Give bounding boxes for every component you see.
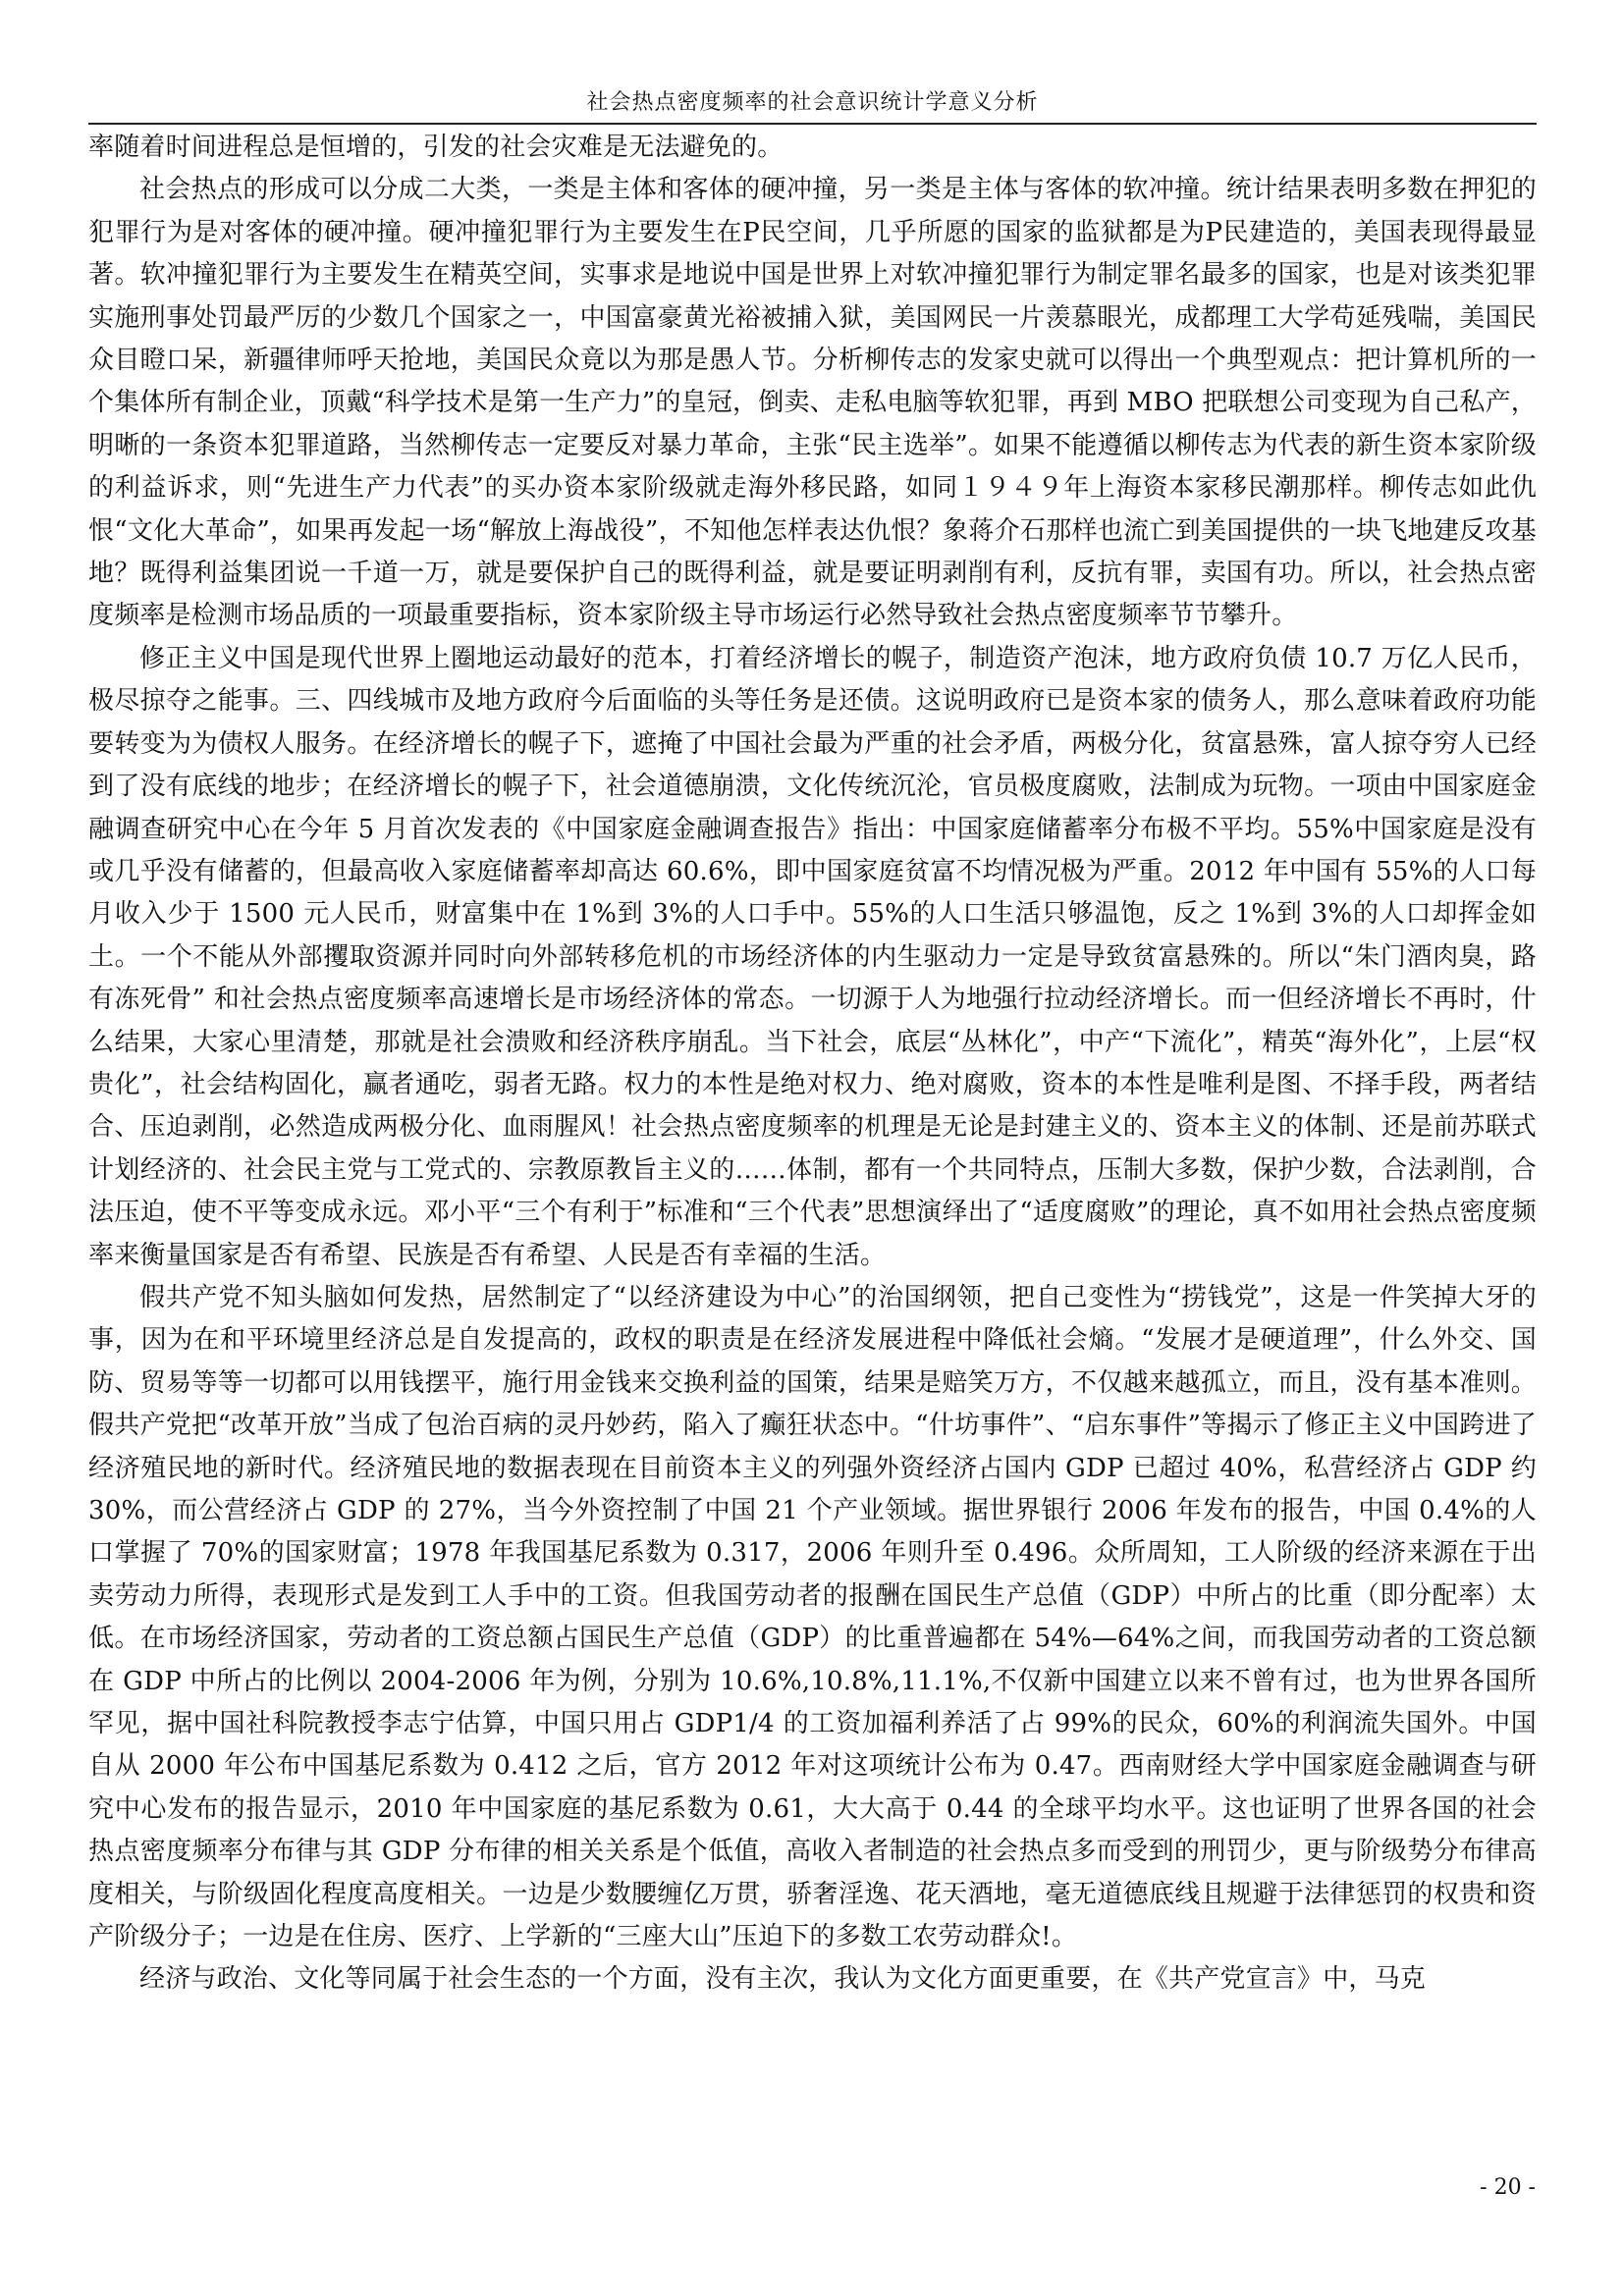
paragraph-economy-politics-culture: 经济与政治、文化等同属于社会生态的一个方面，没有主次，我认为文化方面更重要，在《共产党宣言》中，马克 (139, 1964, 1427, 1995)
paragraph-revisionist-china: 修正主义中国是现代世界上圈地运动最好的范本，打着经济增长的幌子，制造资产泡沫，地方政府负债 10.7 万亿人民币，极尽掠夺之能事。三、四线城市及地方政府今后面临的头等任务是还债。这说明政府已是资本家的债务人，那么意味着政府功能要转变为为债权人服务。在经济增长的幌子下，遮掩了中国社会最为严重的社会矛盾，两极分化，贫富悬殊，富人掠夺穷人已经到了没有底线的地步；在经济增长的幌子下，社会道德崩溃，文化传统沉沦，官员极度腐败，法制成为玩物。一项由中国家庭金融调查研究中心在今年 5 月首次发表的《中国家庭金融调查报告》指出：中国家庭储蓄率分布极不平均。55%中国家庭是没有或几乎没有储蓄的，但最高收入家庭储蓄率却高达 60.6%，即中国家庭贫富不均情况极为严重。2012 年中国有 55%的人口每月收入少于 1500 元人民币，财富集中在 1%到 3%的人口手中。55%的人口生活只够温饱，反之 1%到 3%的人口却挥金如土。一个不能从外部攫取资源并同时向外部转移危机的市场经济体的内生驱动力一定是导致贫富悬殊的。所以“朱门酒肉臭，路有冻死骨” 和社会热点密度频率高速增长是市场经济体的常态。一切源于人为地强行拉动经济增长。而一但经济增长不再时，什么结果，大家心里清楚，那就是社会溃败和经济秩序崩乱。当下社会，底层“丛林化”，中产“下流化”，精英“海外化”，上层“权贵化”，社会结构固化，赢者通吃，弱者无路。权力的本性是绝对权力、绝对腐败，资本的本性是唯利是图、不择手段，两者结合、压迫剥削，必然造成两极分化、血雨腥风！社会热点密度频率的机理是无论是封建主义的、资本主义的体制、还是前苏联式计划经济的、社会民主党与工党式的、宗教原教旨主义的……体制，都有一个共同特点，压制大多数，保护少数，合法剥削，合法压迫，使不平等变成永远。邓小平“三个有利于”标准和“三个代表”思想演绎出了“适度腐败”的理论，真不如用社会热点密度频率来衡量国家是否有希望、民族是否有希望、人民是否有幸福的生活。 (88, 643, 1537, 1270)
paragraph-fake-communist-party: 假共产党不知头脑如何发热，居然制定了“以经济建设为中心”的治国纲领，把自己变性为“捞钱党”，这是一件笑掉大牙的事，因为在和平环境里经济总是自发提高的，政权的职责是在经济发展进程中降低社会熵。“发展才是硬道理”，什么外交、国防、贸易等等一切都可以用钱摆平，施行用金钱来交换利益的国策，结果是赔笑万方，不仅越来越孤立，而且，没有基本准则。假共产党把“改革开放”当成了包治百病的灵丹妙药，陷入了癫狂状态中。“什坊事件”、“启东事件”等揭示了修正主义中国跨进了经济殖民地的新时代。经济殖民地的数据表现在目前资本主义的列强外资经济占国内 GDP 已超过 40%，私营经济占 GDP 约 30%，而公营经济占 GDP 的 27%，当今外资控制了中国 21 个产业领域。据世界银行 2006 年发布的报告，中国 0.4%的人口掌握了 70%的国家财富；1978 年我国基尼系数为 0.317，2006 年则升至 0.496。众所周知，工人阶级的经济来源在于出卖劳动力所得，表现形式是发到工人手中的工资。但我国劳动者的报酬在国民生产总值（GDP）中所占的比重（即分配率）太低。在市场经济国家，劳动者的工资总额占国民生产总值（GDP）的比重普遍都在 54%—64%之间，而我国劳动者的工资总额在 GDP 中所占的比例以 2004-2006 年为例，分别为 10.6%,10.8%,11.1%,不仅新中国建立以来不曾有过，也为世界各国所罕见，据中国社科院教授李志宁估算，中国只用占 GDP1/4 的工资加福利养活了占 99%的民众，60%的利润流失国外。中国自从 2000 年公布中国基尼系数为 0.412 之后，官方 2012 年对这项统计公布为 0.47。西南财经大学中国家庭金融调查与研究中心发布的报告显示，2010 年中国家庭的基尼系数为 0.61，大大高于 0.44 的全球平均水平。这也证明了世界各国的社会热点密度频率分布律与其 GDP 分布律的相关关系是个低值，高收入者制造的社会热点多而受到的刑罚少，更与阶级势分布律高度相关，与阶级固化程度高度相关。一边是少数腰缠亿万贯，骄奢淫逸、花天酒地，毫无道德底线且规避于法律惩罚的权贵和资产阶级分子；一边是在住房、医疗、上学新的“三座大山”压迫下的多数工农劳动群众!。 (88, 1282, 1537, 1952)
paragraph-social-hotspot-types: 社会热点的形成可以分成二大类，一类是主体和客体的硬冲撞，另一类是主体与客体的软冲撞。统计结果表明多数在押犯的犯罪行为是对客体的硬冲撞。硬冲撞犯罪行为主要发生在P民空间，几乎所愿的国家的监狱都是为P民建造的，美国表现得最显著。软冲撞犯罪行为主要发生在精英空间，实事求是地说中国是世界上对软冲撞犯罪行为制定罪名最多的国家，也是对该类犯罪实施刑事处罚最严厉的少数几个国家之一，中国富豪黄光裕被捕入狱，美国网民一片羡慕眼光，成都理工大学苟延残喘，美国民众目瞪口呆，新疆律师呼天抢地，美国民众竟以为那是愚人节。分析柳传志的发家史就可以得出一个典型观点：把计算机所的一个集体所有制企业，顶戴“科学技术是第一生产力”的皇冠，倒卖、走私电脑等软犯罪，再到 MBO 把联想公司变现为自己私产，明晰的一条资本犯罪道路，当然柳传志一定要反对暴力革命，主张“民主选举”。如果不能遵循以柳传志为代表的新生资本家阶级的利益诉求，则“先进生产力代表”的买办资本家阶级就走海外移民路，如同１９４９年上海资本家移民潮那样。柳传志如此仇恨“文化大革命”，如果再发起一场“解放上海战役”，不知他怎样表达仇恨？象蒋介石那样也流亡到美国提供的一块飞地建反攻基地？既得利益集团说一千道一万，就是要保护自己的既得利益，就是要证明剥削有利，反抗有罪，卖国有功。所以，社会热点密度频率是检测市场品质的一项最重要指标，资本家阶级主导市场运行必然导致社会热点密度频率节节攀升。 (88, 175, 1537, 631)
document-page (88, 86, 1537, 2002)
paragraph-continued: 率随着时间进程总是恒增的，引发的社会灾难是无法避免的。 (88, 133, 784, 162)
page-number: - 20 - (1480, 2175, 1536, 2200)
running-header-title: 社会热点密度频率的社会意识统计学意义分析 (88, 86, 1537, 125)
article-body (88, 127, 1537, 2002)
